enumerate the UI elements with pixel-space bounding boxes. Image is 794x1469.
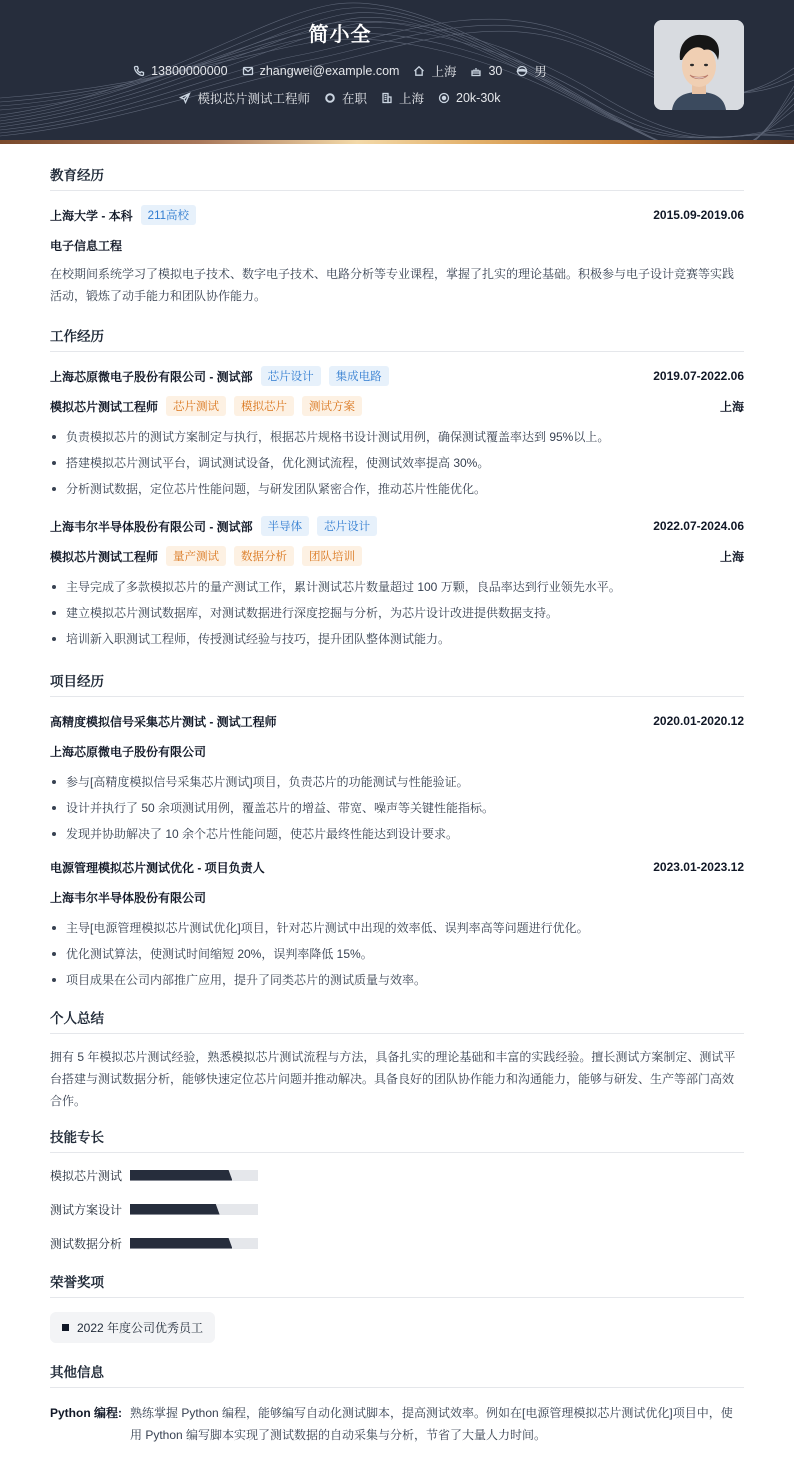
email-text: zhangwei@example.com	[259, 64, 400, 78]
section-title: 教育经历	[50, 164, 744, 191]
section-title: 工作经历	[50, 325, 744, 352]
project-date: 2020.01-2020.12	[653, 714, 744, 728]
project-date: 2023.01-2023.12	[653, 860, 744, 874]
contact-info-row	[0, 62, 680, 80]
job-status-text: 在职	[342, 92, 368, 106]
age-text: 30	[488, 64, 503, 78]
work-location: 上海	[719, 549, 744, 564]
role-tag: 数据分析	[234, 546, 294, 566]
work-section	[50, 325, 744, 652]
age-item	[470, 64, 502, 78]
role-tag: 芯片测试	[166, 396, 226, 416]
skill-bar-fill	[130, 1170, 232, 1181]
award-item	[50, 1312, 215, 1343]
role-tag: 团队培训	[302, 546, 362, 566]
list-item: 分析测试数据，定位芯片性能问题，与研发团队紧密合作，推动芯片性能优化。	[50, 476, 744, 502]
projects-section	[50, 670, 744, 993]
section-title: 个人总结	[50, 1007, 744, 1034]
salary-item	[438, 91, 500, 105]
job-status-item	[324, 89, 367, 107]
education-section	[50, 164, 744, 307]
other-info-section	[50, 1361, 744, 1446]
project-company: 上海芯原微电子股份有限公司	[50, 744, 207, 759]
resume-header	[0, 0, 794, 140]
company-tag: 半导体	[261, 516, 310, 536]
target-city-text: 上海	[399, 92, 425, 106]
residence-text: 上海	[431, 65, 457, 79]
summary-section	[50, 1007, 744, 1112]
target-city-item	[381, 89, 424, 107]
section-title: 其他信息	[50, 1361, 744, 1388]
profile-photo	[654, 20, 744, 110]
skill-item	[50, 1237, 744, 1249]
status-icon	[324, 92, 336, 104]
section-title: 项目经历	[50, 670, 744, 697]
gender-item	[516, 62, 547, 80]
gender-icon	[516, 65, 528, 77]
avatar	[654, 20, 744, 110]
project-bullets	[50, 769, 744, 847]
list-item: 发现并协助解决了 10 余个芯片性能问题，使芯片最终性能达到设计要求。	[50, 821, 744, 847]
company-tag: 芯片设计	[261, 366, 321, 386]
list-item: 负责模拟芯片的测试方案制定与执行，根据芯片规格书设计测试用例，确保测试覆盖率达到 95%以上。	[50, 424, 744, 450]
job-role: 模拟芯片测试工程师	[50, 399, 159, 414]
project-company: 上海韦尔半导体股份有限公司	[50, 890, 207, 905]
skill-bar-track	[130, 1170, 258, 1181]
role-tag: 测试方案	[302, 396, 362, 416]
target-position-item	[179, 89, 310, 107]
skill-item	[50, 1169, 744, 1181]
section-title: 荣誉奖项	[50, 1271, 744, 1298]
education-description: 在校期间系统学习了模拟电子技术、数字电子技术、电路分析等专业课程，掌握了扎实的理论基础。积极参与电子设计竞赛等实践活动，锻炼了动手能力和团队协作能力。	[50, 267, 735, 303]
education-entry	[50, 205, 744, 307]
residence-item	[413, 62, 456, 80]
role-tag: 量产测试	[166, 546, 226, 566]
major: 电子信息工程	[50, 238, 123, 253]
resume-body	[0, 164, 794, 1446]
salary-text: 20k-30k	[456, 91, 501, 105]
other-info-item	[50, 1402, 744, 1446]
work-bullets	[50, 424, 744, 502]
work-entry	[50, 366, 744, 502]
phone-item	[133, 64, 227, 78]
list-item: 主导完成了多款模拟芯片的量产测试工作，累计测试芯片数量超过 100 万颗，良品率达到行业领先水平。	[50, 574, 744, 600]
bullet-square-icon	[62, 1324, 69, 1331]
skill-bar-track	[130, 1238, 258, 1249]
work-bullets	[50, 574, 744, 652]
awards-section	[50, 1271, 744, 1343]
gender-text: 男	[534, 65, 547, 79]
skill-label: 测试数据分析	[50, 1236, 123, 1251]
phone-text: 13800000000	[151, 64, 228, 78]
project-bullets	[50, 915, 744, 993]
company-name: 上海韦尔半导体股份有限公司 - 测试部	[50, 519, 253, 534]
project-entry	[50, 711, 744, 847]
list-item: 搭建模拟芯片测试平台，调试测试设备，优化测试流程，使测试效率提高 30%。	[50, 450, 744, 476]
skill-label: 测试方案设计	[50, 1202, 123, 1217]
school-tag: 211高校	[141, 205, 196, 225]
section-title: 技能专长	[50, 1126, 744, 1153]
skill-item	[50, 1203, 744, 1215]
education-date: 2015.09-2019.06	[653, 208, 744, 222]
list-item: 培训新入职测试工程师，传授测试经验与技巧，提升团队整体测试能力。	[50, 626, 744, 652]
building-icon	[381, 92, 393, 104]
list-item: 设计并执行了 50 余项测试用例，覆盖芯片的增益、带宽、噪声等关键性能指标。	[50, 795, 744, 821]
phone-icon	[133, 65, 145, 77]
other-info-label: Python 编程:	[50, 1406, 122, 1420]
job-role: 模拟芯片测试工程师	[50, 549, 159, 564]
candidate-name: 简小全	[308, 24, 372, 46]
mail-icon	[242, 65, 254, 77]
company-tag: 集成电路	[329, 366, 389, 386]
project-entry	[50, 857, 744, 993]
work-entry	[50, 516, 744, 652]
job-intent-row	[0, 89, 680, 107]
work-location: 上海	[719, 399, 744, 414]
award-text: 2022 年度公司优秀员工	[77, 1321, 204, 1335]
skill-label: 模拟芯片测试	[50, 1168, 123, 1183]
project-name: 电源管理模拟芯片测试优化 - 项目负责人	[50, 860, 265, 875]
skills-section	[50, 1126, 744, 1249]
other-info-text: 熟练掌握 Python 编程，能够编写自动化测试脚本，提高测试效率。例如在[电源管理模拟芯片测试优化]项目中，使用 Python 编写脚本实现了测试数据的自动采集与分析，节省了大量人力时间。	[130, 1406, 733, 1442]
header-accent-gradient	[0, 140, 794, 144]
skill-bar-track	[130, 1204, 258, 1215]
home-icon	[413, 65, 425, 77]
target-position-text: 模拟芯片测试工程师	[197, 92, 310, 106]
skill-bar-fill	[130, 1204, 220, 1215]
list-item: 建立模拟芯片测试数据库，对测试数据进行深度挖掘与分析，为芯片设计改进提供数据支持。	[50, 600, 744, 626]
send-icon	[179, 92, 191, 104]
summary-text: 拥有 5 年模拟芯片测试经验，熟悉模拟芯片测试流程与方法，具备扎实的理论基础和丰富的实践经验。擅长测试方案制定、测试平台搭建与测试数据分析，能够快速定位芯片问题并推动解决。具备良好的团队协作能力和沟通能力，能够与研发、生产等部门高效合作。	[50, 1050, 736, 1108]
cake-icon	[470, 65, 482, 77]
school-degree: 上海大学 - 本科	[50, 208, 133, 223]
email-item	[242, 64, 400, 78]
list-item: 主导[电源管理模拟芯片测试优化]项目，针对芯片测试中出现的效率低、误判率高等问题进行优化。	[50, 915, 744, 941]
work-date: 2019.07-2022.06	[653, 369, 744, 383]
list-item: 项目成果在公司内部推广应用，提升了同类芯片的测试质量与效率。	[50, 967, 744, 993]
skill-bar-fill	[130, 1238, 232, 1249]
company-name: 上海芯原微电子股份有限公司 - 测试部	[50, 369, 253, 384]
company-tag: 芯片设计	[317, 516, 377, 536]
role-tag: 模拟芯片	[234, 396, 294, 416]
work-date: 2022.07-2024.06	[653, 519, 744, 533]
project-name: 高精度模拟信号采集芯片测试 - 测试工程师	[50, 714, 277, 729]
list-item: 优化测试算法，使测试时间缩短 20%，误判率降低 15%。	[50, 941, 744, 967]
salary-icon	[438, 92, 450, 104]
list-item: 参与[高精度模拟信号采集芯片测试]项目，负责芯片的功能测试与性能验证。	[50, 769, 744, 795]
